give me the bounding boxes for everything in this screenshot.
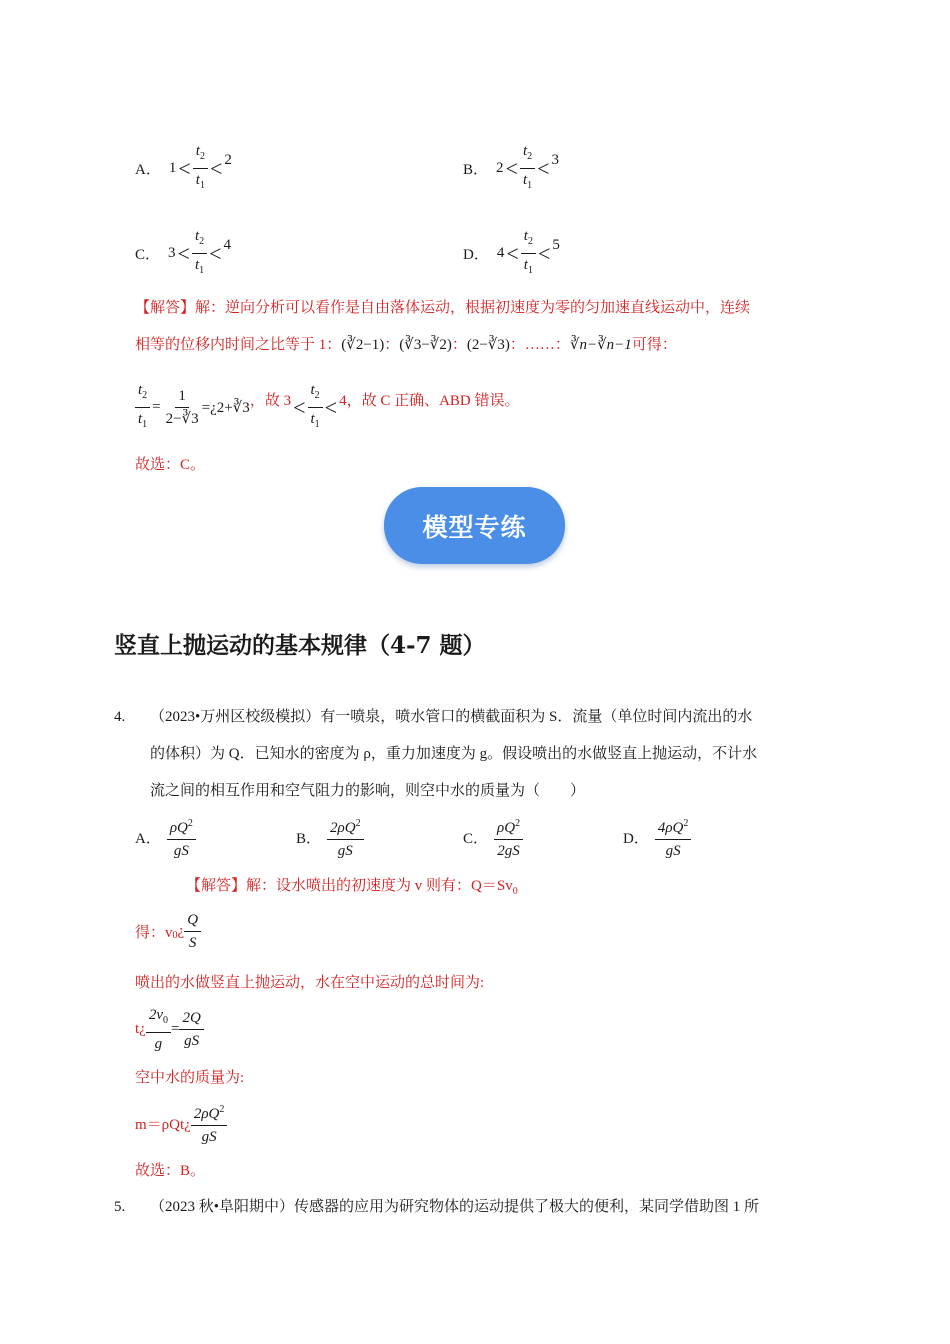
t2-over-t1-fraction: $\frac{t_2}{t_1}$ <box>308 380 323 435</box>
choice-a-left: 1 <box>168 160 177 176</box>
option-label: A． <box>135 831 161 847</box>
choice-b-left: 2 <box>496 160 504 176</box>
ratio-3: (2−∛3) <box>466 337 510 353</box>
t2-over-t1-fraction: $\frac{t_2}{t_1}$ <box>192 226 207 281</box>
q5-number: 5. <box>114 1199 126 1215</box>
time-fraction-2: $\frac{2Q}{gS}$ <box>179 1008 203 1051</box>
one-over-fraction: $\frac{1}{2-∛3}$ <box>165 388 199 427</box>
time-fraction-1: $\frac{2v_0}{g}$ <box>146 1005 171 1054</box>
t2-over-t1-fraction: $\frac{t_2}{t_1}$ <box>521 226 536 281</box>
option-label: C． <box>463 831 489 847</box>
option-fraction: $\frac{\rho Q^2}{2gS}$ <box>494 814 523 861</box>
less-than-symbol: < <box>324 394 338 420</box>
choice-d-right: 5 <box>552 237 560 253</box>
answer-tag: 【解答】 <box>186 878 247 894</box>
answer4-line1: 【解答】解：设水喷出的初速度为 v 则有：$Q=Sv_0$ <box>186 878 518 897</box>
choice-b-label: B． <box>463 162 489 178</box>
choice-c-right: 4 <box>223 237 232 253</box>
choice-b-right: 3 <box>551 152 560 168</box>
answer1-conclusion: 故选：C。 <box>135 457 206 473</box>
ratio-2: (∛3−∛2) <box>399 337 452 353</box>
less-than-symbol: < <box>209 155 223 181</box>
ratio-1: (∛2−1) <box>341 337 385 353</box>
mass-fraction: $\frac{2\rho Q^2}{gS}$ <box>191 1100 228 1147</box>
less-than-symbol: < <box>537 155 550 181</box>
less-than-symbol: < <box>177 240 190 266</box>
eq-result: =¿2+∛3 <box>201 400 250 416</box>
choice-d-left: 4 <box>496 245 505 261</box>
choice-c-label: C． <box>135 247 161 263</box>
choice-a-right: 2 <box>224 152 232 168</box>
less-than-symbol: < <box>293 394 306 420</box>
q4-line1: （2023•万州区校级模拟）有一喷泉，喷水管口的横截面积为 S．流量（单位时间内流出的水 <box>150 709 753 725</box>
q4-number: 4. <box>114 709 126 725</box>
choice-c[interactable] <box>135 226 231 281</box>
q4-option-b[interactable] <box>296 814 364 861</box>
answer4-line5: 空中水的质量为: <box>135 1070 245 1086</box>
model-practice-button[interactable]: 模型专练 <box>384 487 565 564</box>
answer1-line1: 【解答】解：逆向分析可以看作是自由落体运动，根据初速度为零的匀加速直线运动中，连续 <box>135 300 751 316</box>
section-heading: 竖直上抛运动的基本规律（4-7 题） <box>114 632 486 659</box>
less-than-symbol: < <box>209 240 222 266</box>
choice-c-left: 3 <box>168 245 176 261</box>
choice-a[interactable] <box>135 141 232 196</box>
t2-over-t1-fraction: $\frac{t_2}{t_1}$ <box>135 380 150 435</box>
answer-tag: 【解答】 <box>135 300 196 316</box>
choice-a-label: A． <box>135 162 161 178</box>
q-over-s-fraction: $\frac{Q}{S}$ <box>184 910 201 953</box>
choice-b[interactable] <box>463 141 559 196</box>
option-fraction: $\frac{\rho Q^2}{gS}$ <box>167 814 196 861</box>
q4-option-d[interactable] <box>623 814 691 861</box>
answer4-time: t¿ $\frac{2v_0}{g}$ = $\frac{2Q}{gS}$ <box>135 1005 204 1054</box>
option-label: B． <box>296 831 322 847</box>
answer4-line3: 喷出的水做竖直上抛运动，水在空中运动的总时间为: <box>135 975 485 991</box>
answer4-v0: 得：v $_0$ ¿ $\frac{Q}{S}$ <box>135 910 201 953</box>
choice-d[interactable] <box>463 226 560 281</box>
answer1-equation: $\frac{t_2}{t_1}$ = $\frac{1}{2-∛3}$ =¿2+∛3 ，故 3 < $\frac{t_2}{t_1}$ < 4，故 C 正确、ABD 错误。 <box>135 380 520 435</box>
answer1-line2: 相等的位移内时间之比等于 1：(∛2−1)：(∛3−∛2)：(2−∛3)：……：∛n−∛n−1可得： <box>135 337 677 353</box>
option-fraction: $\frac{2\rho Q^2}{gS}$ <box>327 814 364 861</box>
q5-line1: （2023 秋•阜阳期中）传感器的应用为研究物体的运动提供了极大的便利，某同学借助图 1 所 <box>150 1199 760 1215</box>
q4-option-a[interactable] <box>135 814 196 861</box>
t2-over-t1-fraction: $\frac{t_2}{t_1}$ <box>520 141 535 196</box>
q4-line2: 的体积）为 Q．已知水的密度为 ρ，重力加速度为 g。假设喷出的水做竖直上抛运动，不计水 <box>150 746 758 762</box>
answer4-conclusion: 故选：B。 <box>135 1163 206 1179</box>
less-than-symbol: < <box>505 155 518 181</box>
less-than-symbol: < <box>178 155 191 181</box>
less-than-symbol: < <box>537 240 551 266</box>
q4-line3: 流之间的相互作用和空气阻力的影响，则空中水的质量为（ ） <box>150 783 586 799</box>
choice-d-label: D． <box>463 247 489 263</box>
t2-over-t1-fraction: $\frac{t_2}{t_1}$ <box>193 141 208 196</box>
option-fraction: $\frac{4\rho Q^2}{gS}$ <box>655 814 692 861</box>
less-than-symbol: < <box>506 240 519 266</box>
option-label: D． <box>623 831 649 847</box>
ratio-n: ∛n−∛n−1 <box>569 337 632 353</box>
q4-option-c[interactable] <box>463 814 523 861</box>
answer4-mass: m＝ρQt¿ $\frac{2\rho Q^2}{gS}$ <box>135 1100 227 1147</box>
